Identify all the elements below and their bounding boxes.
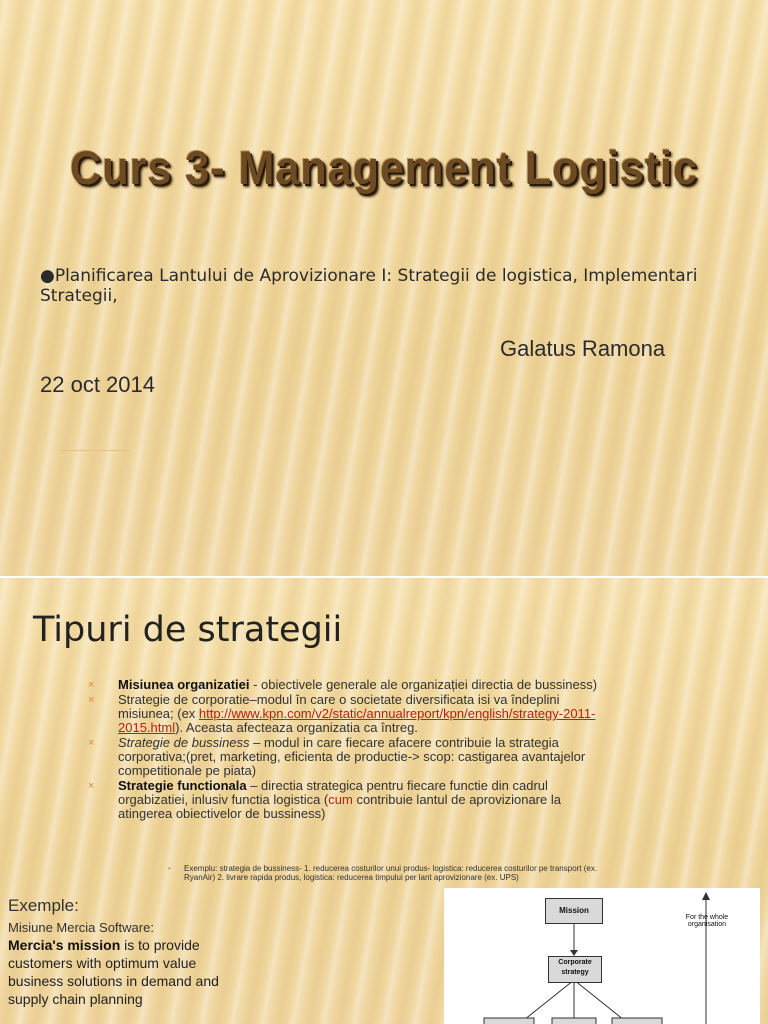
decorative-line bbox=[60, 450, 130, 451]
bullet-text: - obiectivele generale ale organizației directia de bussiness) bbox=[249, 677, 598, 692]
bullet-list bbox=[88, 678, 608, 822]
slide-2 bbox=[0, 578, 768, 1024]
bullet-text: Strategie de corporatie–modul în care o societate diversificata isi va îndeplini misiunea; (ex bbox=[118, 692, 560, 721]
bullet-marker-icon: × bbox=[88, 679, 95, 691]
bullet-marker-icon: × bbox=[88, 780, 95, 792]
mission-box: Mission bbox=[545, 898, 603, 924]
sub-bullet-text: Exemplu: strategia de bussiness- 1. reducerea costurilor unui produs- logistica: reducerea costurilor pe transport (ex. RyanAir) 2. livrare rapida produs, logistica: reducerea timpului per lant aprovizionare (ex. UPS) bbox=[184, 864, 598, 882]
bullet-bold-text: Misiunea organizatiei bbox=[118, 677, 250, 692]
bullet-text: contribuie lantul de aprovizionare la atingerea obiectivelor de bussiness) bbox=[118, 792, 561, 821]
bullet-marker-icon: × bbox=[88, 737, 95, 749]
slide-subtitle: ●Planificarea Lantului de Aprovizionare I: Strategii de logistica, Implementari Strategii, bbox=[40, 266, 698, 306]
bullet-text: ). Aceasta afecteaza organizatia ca întreg. bbox=[175, 720, 418, 735]
highlight-text: cum bbox=[328, 792, 353, 807]
bullet-item bbox=[88, 693, 608, 735]
slide-title: Tipuri de strategii bbox=[33, 610, 343, 650]
bullet-item bbox=[88, 779, 608, 821]
example-heading: Exemple: bbox=[8, 896, 79, 915]
strategy-diagram bbox=[444, 888, 760, 1024]
date: 22 oct 2014 bbox=[40, 372, 155, 397]
bullet-text: – modul in care fiecare afacere contribuie la strategia corporativa;(pret, marketing, eficienta de productie-> scop: castigarea avantajelor competitionale pe piata) bbox=[118, 735, 586, 778]
strategy-link[interactable]: http://www.kpn.com/v2/static/annualreport/kpn/english/strategy-2011-2015.html bbox=[118, 706, 596, 735]
bullet-text: – directia strategica pentru fiecare functie din cadrul orgabizatiei, inlusiv functia logistica ( bbox=[118, 778, 548, 807]
mission-bold-text: Mercia's mission bbox=[8, 937, 121, 953]
bullet-bold-text: Strategie functionala bbox=[118, 778, 247, 793]
corporate-strategy-box: Corporate strategy bbox=[548, 956, 602, 983]
bullet-item bbox=[88, 678, 608, 692]
bullet-item bbox=[88, 736, 608, 778]
example-mission bbox=[8, 936, 248, 1008]
author-name: Galatus Ramona bbox=[500, 336, 666, 361]
bullet-italic-text: Strategie de bussiness bbox=[118, 735, 250, 750]
bullet-marker-icon: × bbox=[88, 694, 95, 706]
example-line: Misiune Mercia Software: bbox=[8, 920, 154, 935]
bullet-marker-icon: • bbox=[168, 864, 171, 873]
mission-text: is to provide customers with optimum value business solutions in demand and supply chain planning bbox=[8, 937, 219, 1007]
sub-bullet bbox=[168, 864, 624, 882]
slide-title: Curs 3- Management Logistic bbox=[70, 141, 698, 194]
whole-org-label: For the whole organisation bbox=[685, 914, 729, 928]
